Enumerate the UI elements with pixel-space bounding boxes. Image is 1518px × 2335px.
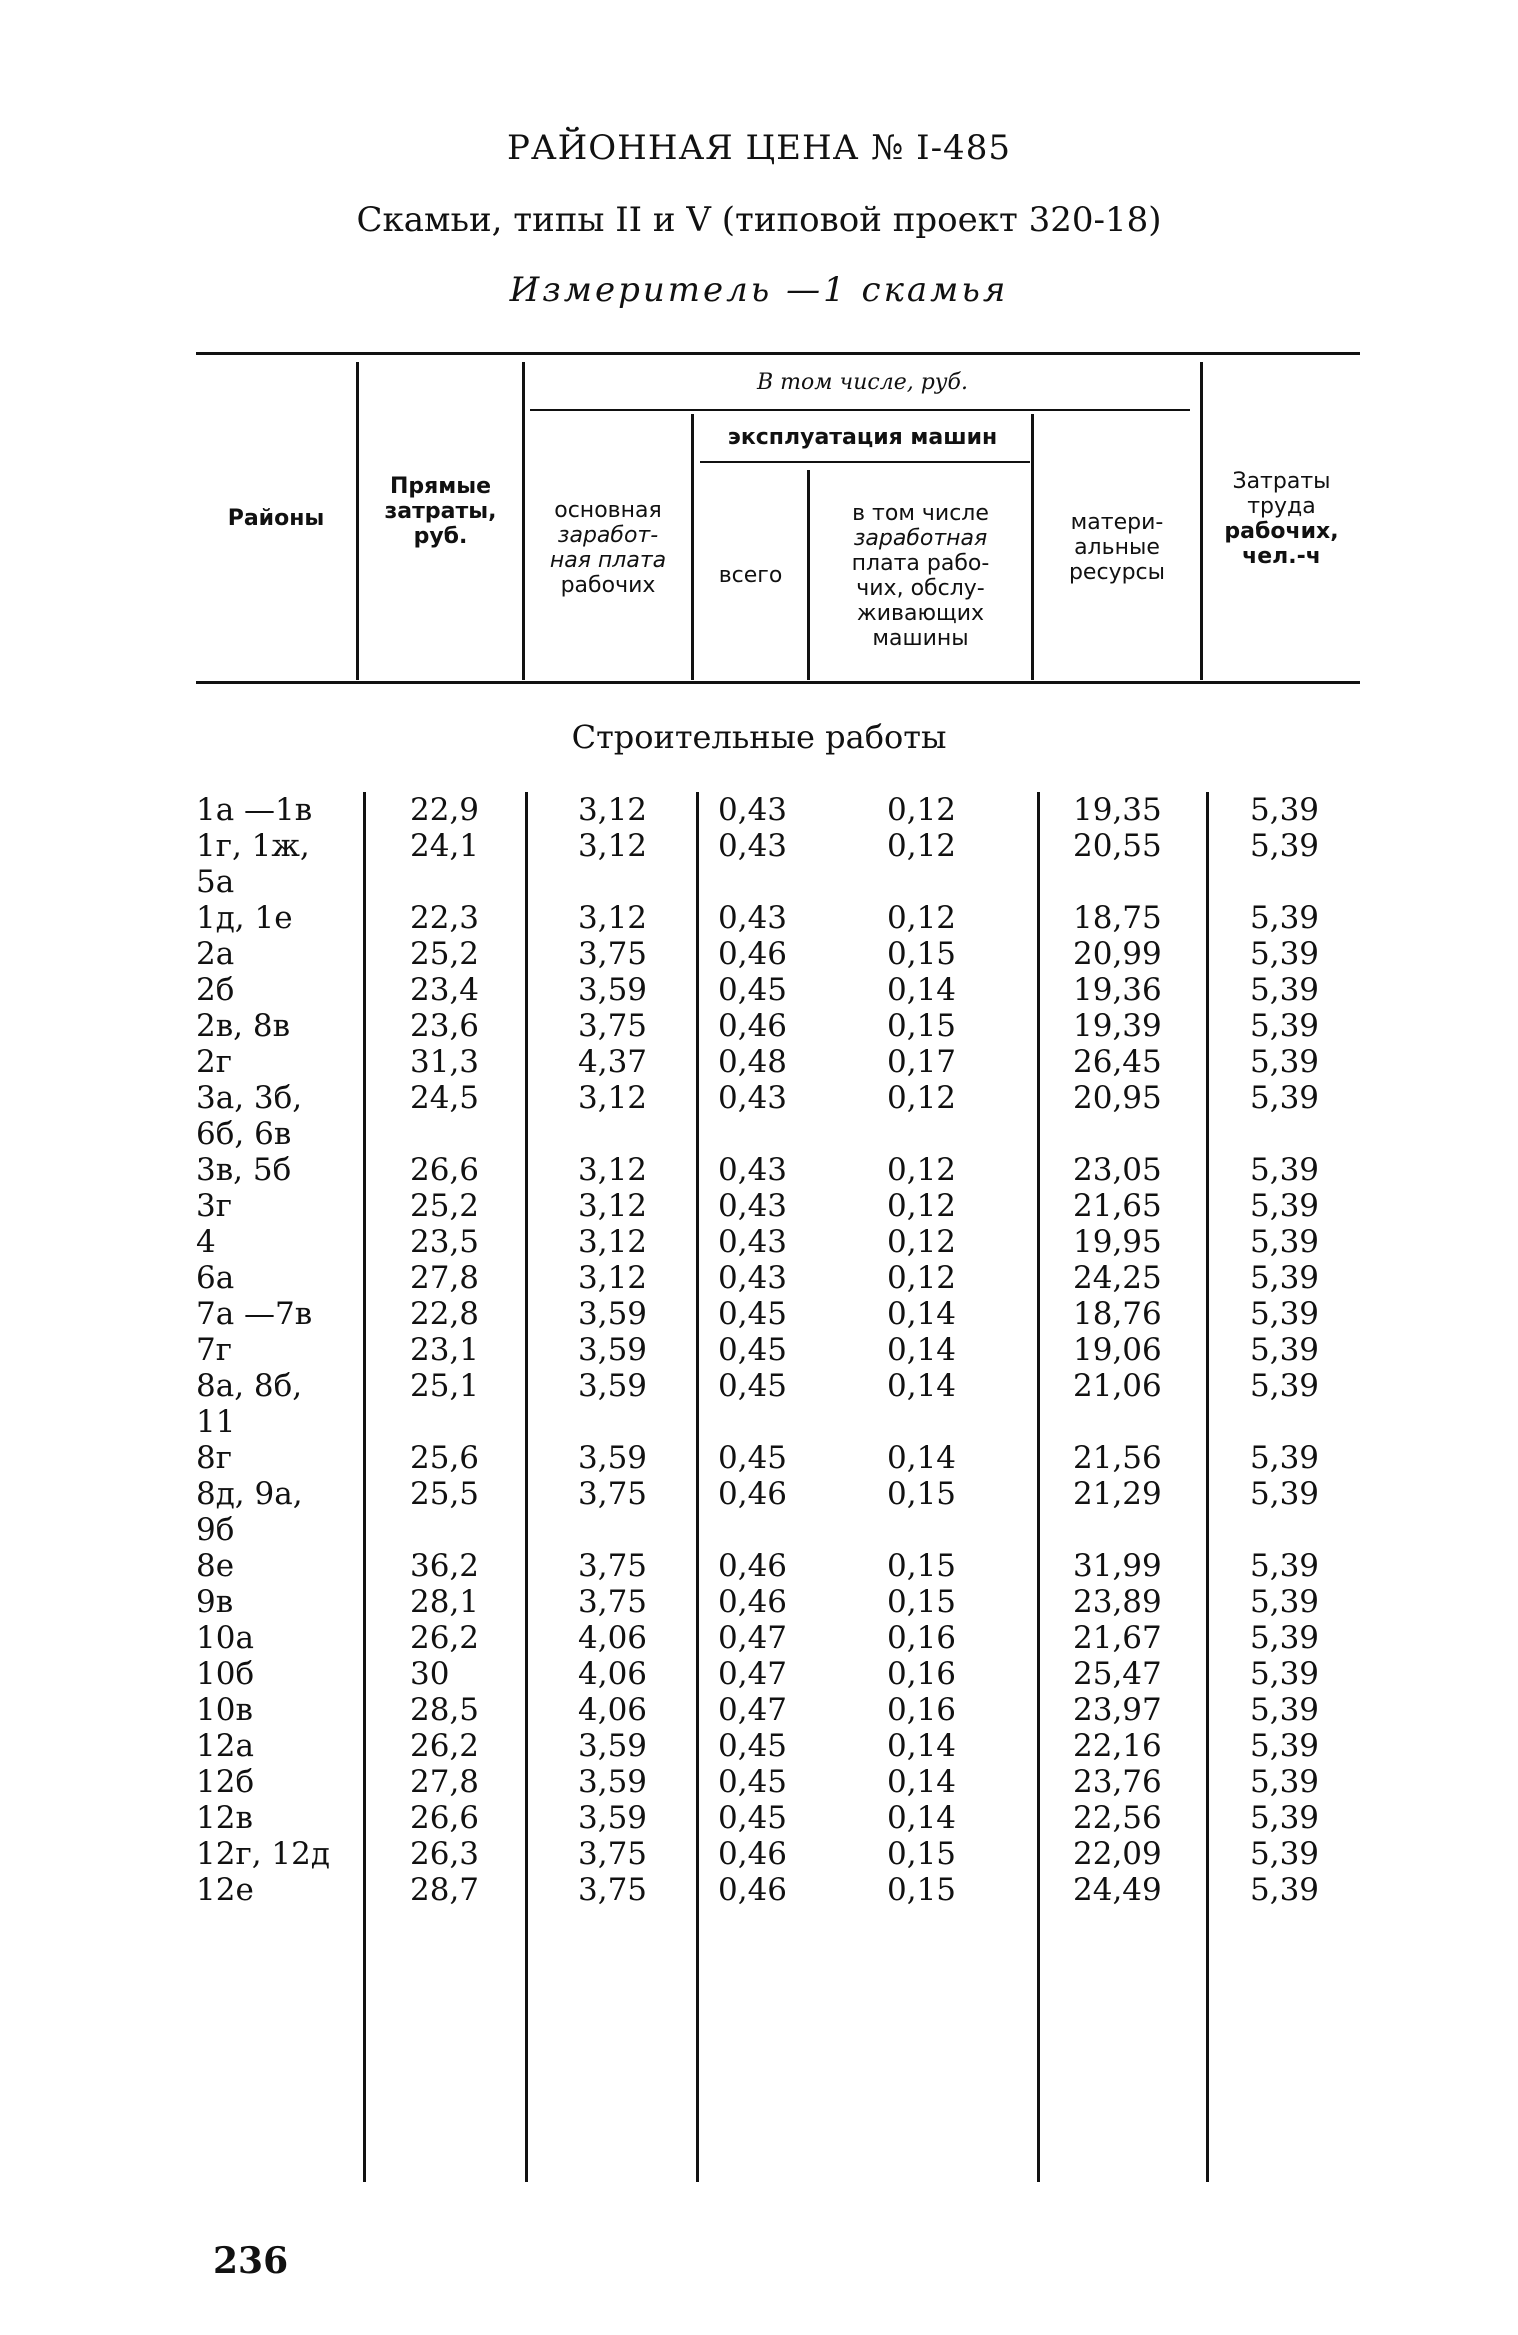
table-row: 1а —1в 22,9 3,12 0,43 0,12 19,35 5,39 — [196, 792, 1320, 828]
header-machines-total: всего — [718, 563, 783, 588]
page-number: 236 — [213, 2240, 289, 2282]
table-row: 12г, 12д 26,3 3,75 0,46 0,15 22,09 5,39 — [196, 1836, 1320, 1872]
table-row: 7г 23,1 3,59 0,45 0,14 19,06 5,39 — [196, 1332, 1320, 1368]
including-rule — [530, 409, 1190, 411]
measurement-unit: Измеритель —1 скамья — [509, 270, 1009, 310]
header-labor: Затраты труда рабочих, чел.-ч — [1224, 468, 1339, 569]
header-regions: Районы — [227, 506, 325, 531]
table-row: 8а, 8б, 11 25,1 3,59 0,45 0,14 21,06 5,39 — [196, 1368, 1320, 1440]
table-row: 2а 25,2 3,75 0,46 0,15 20,99 5,39 — [196, 936, 1320, 972]
table-row: 6а 27,8 3,12 0,43 0,12 24,25 5,39 — [196, 1260, 1320, 1296]
header-materials: матери- альные ресурсы — [1068, 510, 1166, 585]
table-row: 2б 23,4 3,59 0,45 0,14 19,36 5,39 — [196, 972, 1320, 1008]
table-row: 7а —7в 22,8 3,59 0,45 0,14 18,76 5,39 — [196, 1296, 1320, 1332]
table-row: 8г 25,6 3,59 0,45 0,14 21,56 5,39 — [196, 1440, 1320, 1476]
header-top-rule — [196, 352, 1360, 355]
section-title: Строительные работы — [571, 718, 947, 756]
table-row: 3г 25,2 3,12 0,43 0,12 21,65 5,39 — [196, 1188, 1320, 1224]
header-direct-costs: Прямые затраты, руб. — [384, 474, 497, 549]
header-including: В том числе, руб. — [757, 369, 968, 395]
table-row: 12а 26,2 3,59 0,45 0,14 22,16 5,39 — [196, 1728, 1320, 1764]
table-row: 1г, 1ж, 5а 24,1 3,12 0,43 0,12 20,55 5,39 — [196, 828, 1320, 900]
table-row: 2в, 8в 23,6 3,75 0,46 0,15 19,39 5,39 — [196, 1008, 1320, 1044]
table-row: 3а, 3б, 6б, 6в 24,5 3,12 0,43 0,12 20,95 5,39 — [196, 1080, 1320, 1152]
table-row: 12б 27,8 3,59 0,45 0,14 23,76 5,39 — [196, 1764, 1320, 1800]
machines-rule — [700, 461, 1030, 463]
page-title: РАЙОННАЯ ЦЕНА № I-485 — [507, 128, 1011, 168]
table-row: 8д, 9а, 9б 25,5 3,75 0,46 0,15 21,29 5,39 — [196, 1476, 1320, 1548]
table-row: 10б 30 4,06 0,47 0,16 25,47 5,39 — [196, 1656, 1320, 1692]
table-row: 1д, 1е 22,3 3,12 0,43 0,12 18,75 5,39 — [196, 900, 1320, 936]
header-machines-wage: в том числе заработная плата рабо- чих, обслу- живающих машины — [851, 500, 990, 651]
header-wage: основная заработ- ная плата рабочих — [549, 497, 667, 598]
table-row: 12е 28,7 3,75 0,46 0,15 24,49 5,39 — [196, 1872, 1320, 1908]
page-subtitle: Скамьи, типы II и V (типовой проект 320-18) — [356, 200, 1162, 240]
table-row: 8е 36,2 3,75 0,46 0,15 31,99 5,39 — [196, 1548, 1320, 1584]
header-machines: эксплуатация машин — [727, 424, 998, 450]
table-row: 2г 31,3 4,37 0,48 0,17 26,45 5,39 — [196, 1044, 1320, 1080]
table-row: 3в, 5б 26,6 3,12 0,43 0,12 23,05 5,39 — [196, 1152, 1320, 1188]
table-row: 10а 26,2 4,06 0,47 0,16 21,67 5,39 — [196, 1620, 1320, 1656]
table-row: 9в 28,1 3,75 0,46 0,15 23,89 5,39 — [196, 1584, 1320, 1620]
table-row: 12в 26,6 3,59 0,45 0,14 22,56 5,39 — [196, 1800, 1320, 1836]
table-row: 4 23,5 3,12 0,43 0,12 19,95 5,39 — [196, 1224, 1320, 1260]
table-row: 10в 28,5 4,06 0,47 0,16 23,97 5,39 — [196, 1692, 1320, 1728]
